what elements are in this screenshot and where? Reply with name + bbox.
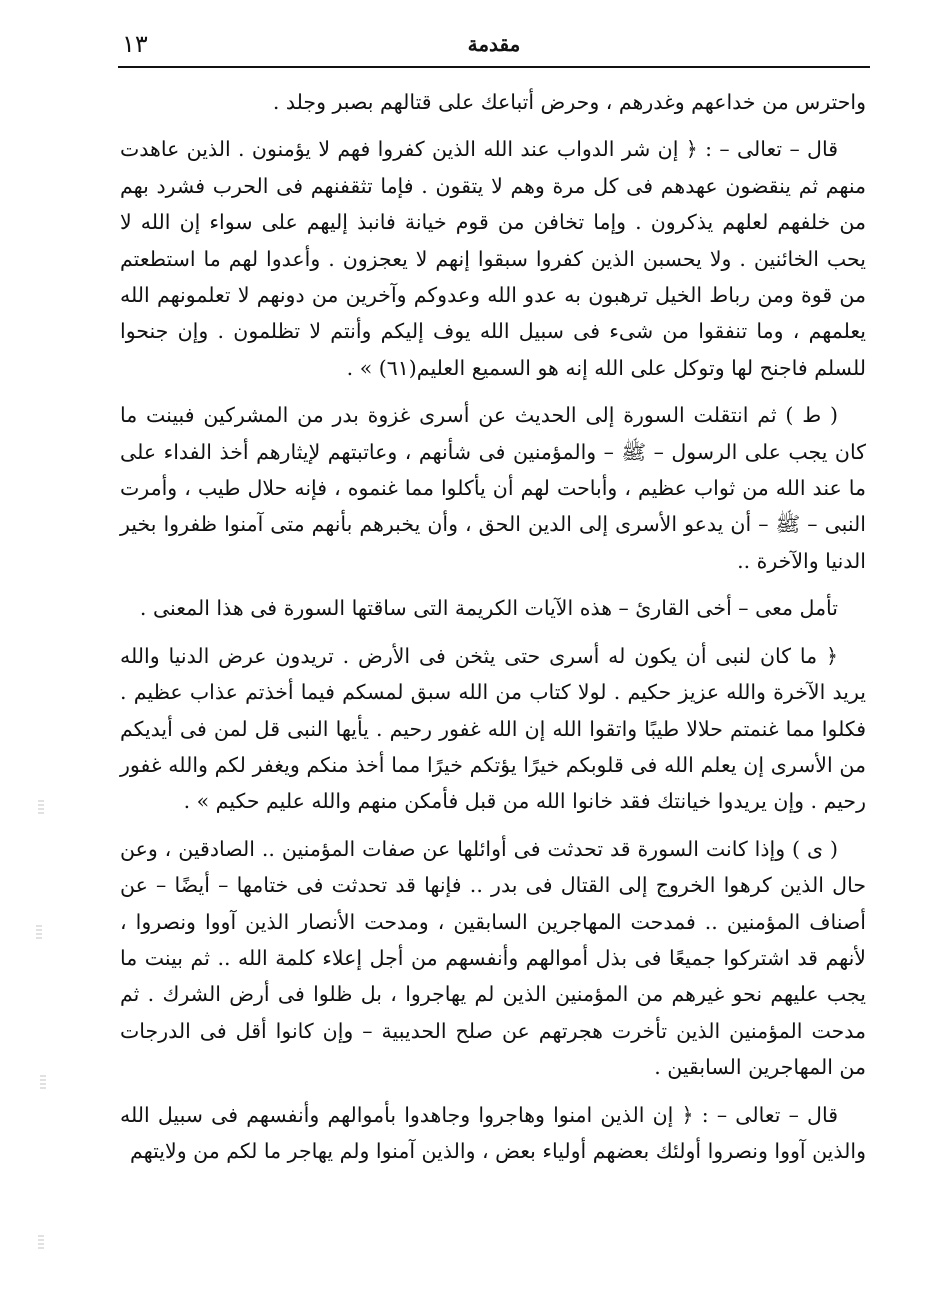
- scan-speck: [38, 800, 44, 814]
- running-title: مقدمة: [467, 32, 521, 56]
- paragraph-6: ( ى ) وإذا كانت السورة قد تحدثت فى أوائلها عن صفات المؤمنين .. الصادقين ، وعن حال الذين كرهوا الخروج إلى القتال فى بدر .. فإنها قد تحدثت فى ختامها – أيضًا – عن أصناف المؤمنين .. فمدحت المهاجرين السابقين ، ومدحت الأنصار الذين آووا ونصروا ، لأنهم قد اشتركوا جميعًا فى بذل أموالهم وأنفسهم من أجل إعلاء كلمة الله .. ثم بينت ما يجب عليهم نحو غيرهم من المؤمنين الذين لم يهاجروا ، بل ظلوا فى أرض الشرك . ثم مدحت المؤمنين الذين تأخرت هجرتهم عن صلح الحديبية – وإن كانوا أقل فى الدرجات من المهاجرين السابقين .: [120, 836, 866, 1080]
- body-text: [120, 84, 866, 1180]
- scan-speck: [36, 925, 42, 939]
- paragraph-7: قال – تعالى – : ﴿ إن الذين امنوا وهاجروا وجاهدوا بأموالهم وأنفسهم فى سبيل الله والذين آووا ونصروا أولئك بعضهم أولياء بعض ، والذين آمنوا ولم يهاجر ما لكم من ولايتهم: [120, 1102, 866, 1163]
- paragraph-5: ﴿ ما كان لنبى أن يكون له أسرى حتى يثخن فى الأرض . تريدون عرض الدنيا والله يريد الآخرة والله عزيز حكيم . لولا كتاب من الله سبق لمسكم فيما أخذتم عذاب عظيم . فكلوا مما غنمتم حلالا طيبًا واتقوا الله إن الله غفور رحيم . يأيها النبى قل لمن فى أيديكم من الأسرى إن يعلم الله فى قلوبكم خيرًا يؤتكم خيرًا مما أخذ منكم ويغفر لكم والله غفور رحيم . وإن يريدوا خيانتك فقد خانوا الله من قبل فأمكن منهم والله عليم حكيم » .: [120, 643, 866, 814]
- paragraph-2: قال – تعالى – : ﴿ إن شر الدواب عند الله الذين كفروا فهم لا يؤمنون . الذين عاهدت منهم ثم ينقضون عهدهم فى كل مرة وهم لا يتقون . فإما تثقفنهم فى الحرب فشرد بهم من خلفهم لعلهم يذكرون . وإما تخافن من قوم خيانة فانبذ إليهم على سواء إن الله لا يحب الخائنين . ولا يحسبن الذين كفروا سبقوا إنهم لا يعجزون . وأعدوا لهم ما استطعتم من قوة ومن رباط الخيل ترهبون به عدو الله وعدوكم وآخرين من دونهم لا تعلمونهم الله يعلمهم ، وما تنفقوا من شىء فى سبيل الله يوف إليكم وأنتم لا تظلمون . وإن جنحوا للسلم فاجنح لها وتوكل على الله إنه هو السميع العليم(٦١) » .: [120, 137, 866, 380]
- paragraph-3: ( ط ) ثم انتقلت السورة إلى الحديث عن أسرى غزوة بدر من المشركين فبينت ما كان يجب على الرسول – ﷺ – والمؤمنين فى شأنهم ، وعاتبتهم لإيثارهم أخذ الفداء على ما عند الله من ثواب عظيم ، وأباحت لهم أن يأكلوا مما غنموه ، فإنه حلال طيب ، وأمرت النبى – ﷺ – أن يدعو الأسرى إلى الدين الحق ، وأن يخبرهم بأنهم متى آمنوا ظفروا بخير الدنيا والآخرة ..: [120, 403, 866, 573]
- paragraph-4: تأمل معى – أخى القارئ – هذه الآيات الكريمة التى ساقتها السورة فى هذا المعنى .: [139, 596, 838, 621]
- scan-speck: [40, 1075, 46, 1089]
- paragraph-1: واحترس من خداعهم وغدرهم ، وحرض أتباعك على قتالهم بصبر وجلد .: [272, 90, 866, 114]
- header-rule: [118, 66, 870, 68]
- page-number: ١٣: [122, 30, 148, 58]
- scan-speck: [38, 1235, 44, 1249]
- page-header: [118, 22, 870, 68]
